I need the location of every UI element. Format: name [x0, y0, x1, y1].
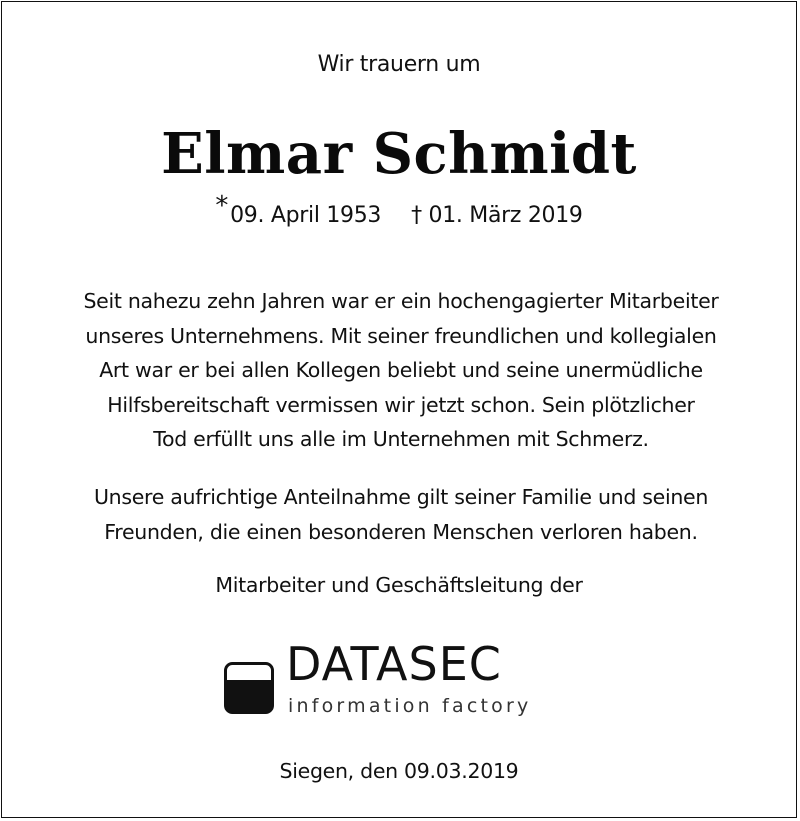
datasec-logo-mark-icon: [224, 662, 274, 714]
logo-wordmark: DATASEC: [286, 637, 502, 691]
tribute-paragraph: [22, 284, 780, 457]
tribute-line: Seit nahezu zehn Jahren war er ein hochengagierter Mitarbeiter: [83, 289, 719, 313]
signoff-text: Mitarbeiter und Geschäftsleitung der: [215, 573, 583, 597]
condolence-line: Unsere aufrichtige Anteilnahme gilt seiner Familie und seinen: [93, 485, 709, 509]
death-symbol: †: [411, 203, 422, 228]
tribute-line: Tod erfüllt uns alle im Unternehmen mit Schmerz.: [153, 427, 649, 451]
tribute-line: Art war er bei allen Kollegen beliebt und seine unermüdliche: [99, 358, 703, 382]
life-dates: [2, 191, 796, 236]
tribute-line: unseres Unternehmens. Mit seiner freundlichen und kollegialen: [85, 323, 717, 348]
condolence-paragraph: [22, 480, 780, 549]
place-date: Siegen, den 09.03.2019: [279, 759, 519, 783]
logo-tagline: information factory: [288, 695, 532, 717]
company-logo: [222, 638, 602, 724]
deceased-name: Elmar Schmidt: [161, 121, 637, 187]
obituary-notice: [1, 1, 797, 818]
birth-date: 09. April 1953: [230, 203, 382, 228]
birth-symbol: *: [215, 191, 229, 221]
condolence-line: Freunden, die einen besonderen Menschen verloren haben.: [104, 519, 698, 544]
intro-text: Wir trauern um: [317, 52, 481, 77]
tribute-line: Hilfsbereitschaft vermissen wir jetzt schon. Sein plötzlicher: [107, 392, 695, 417]
death-date: 01. März 2019: [428, 203, 583, 228]
